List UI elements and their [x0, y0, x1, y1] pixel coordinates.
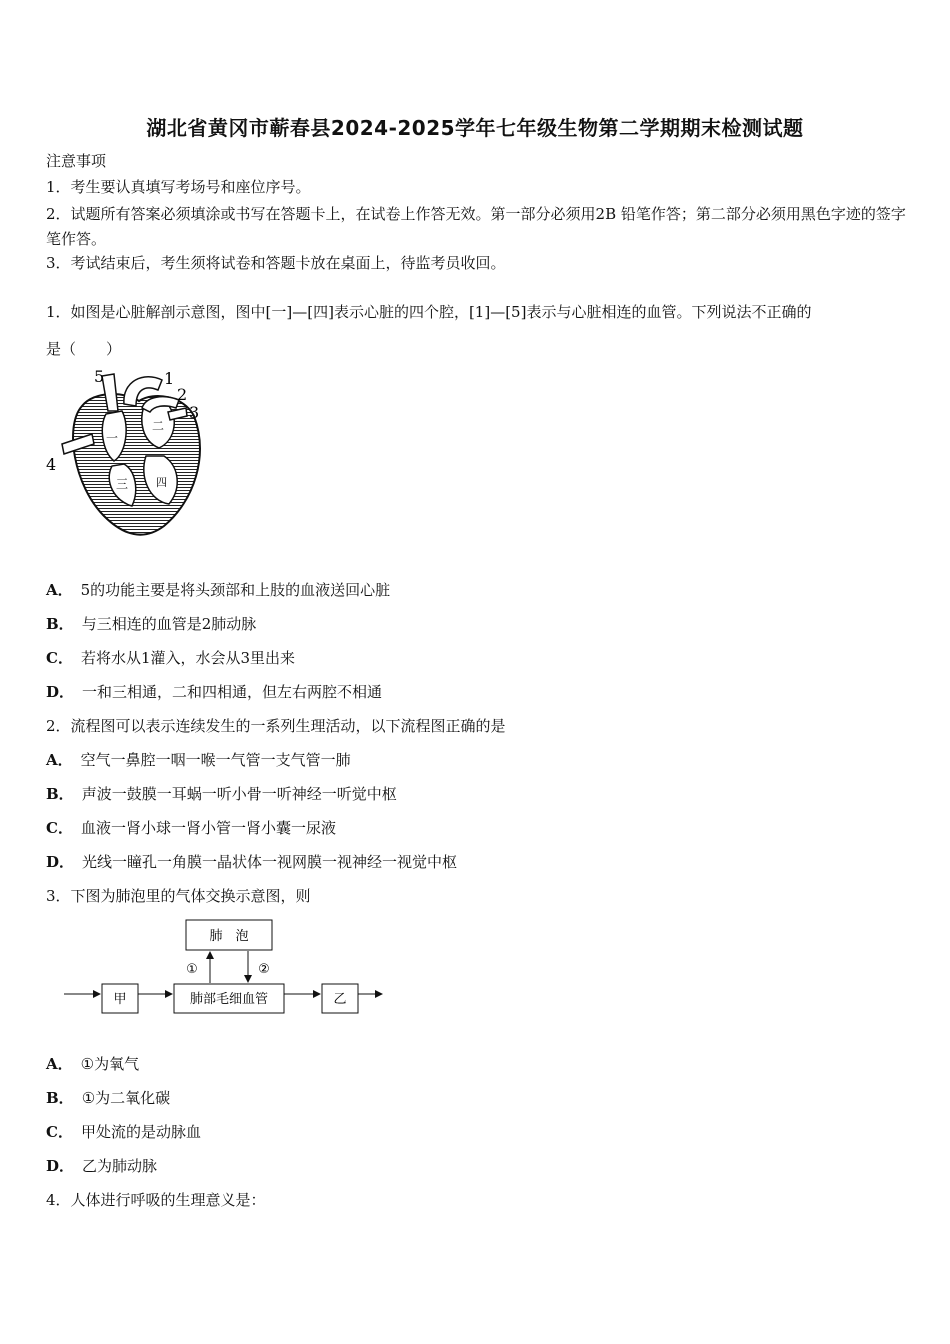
option-text: 光线一瞳孔一角膜一晶状体一视网膜一视神经一视觉中枢	[82, 853, 458, 871]
option-letter: A．	[46, 751, 73, 769]
alveolus-label: 肺 泡	[209, 929, 249, 944]
option-text: 与三相连的血管是2肺动脉	[81, 615, 257, 633]
q3-option-d	[46, 1156, 157, 1176]
q1-stem-line1: 1．如图是心脏解剖示意图，图中[一]—[四]表示心脏的四个腔，[1]—[5]表示与心脏相连的血管。下列说法不正确的	[46, 303, 812, 321]
label-2: 2	[177, 385, 188, 404]
q1-option-a	[46, 580, 390, 600]
q3-option-c	[46, 1122, 201, 1142]
q2-option-d	[46, 852, 457, 872]
gas-exchange-diagram	[58, 916, 398, 1026]
notice-item-1: 1．考生要认真填写考场号和座位序号。	[46, 178, 311, 196]
label-chamber-2: 二	[152, 419, 165, 433]
yi-label: 乙	[333, 992, 347, 1007]
option-text: 声波一鼓膜一耳蜗一听小骨一听神经一听觉中枢	[81, 785, 397, 803]
option-letter: B．	[46, 785, 74, 803]
heart-anatomy-figure	[44, 366, 214, 546]
capillary-label: 肺部毛细血管	[189, 992, 269, 1007]
q1-stem-line2: 是（ ）	[46, 340, 122, 358]
label-chamber-1: 一	[106, 431, 119, 445]
q4-stem: 4．人体进行呼吸的生理意义是：	[46, 1191, 266, 1209]
option-letter: D．	[46, 853, 75, 871]
option-letter: D．	[46, 1157, 75, 1175]
option-text: 甲处流的是动脉血	[80, 1123, 201, 1141]
label-chamber-3: 三	[116, 477, 129, 491]
option-letter: D．	[46, 683, 75, 701]
option-letter: C．	[46, 1123, 73, 1141]
option-text: ①为氧气	[80, 1055, 140, 1073]
option-text: 空气一鼻腔一咽一喉一气管一支气管一肺	[80, 751, 351, 769]
q1-option-c	[46, 648, 295, 668]
option-letter: C．	[46, 819, 73, 837]
notice-item-3: 3．考试结束后，考生须将试卷和答题卡放在桌面上，待监考员收回。	[46, 254, 506, 272]
option-text: 一和三相通，二和四相通，但左右两腔不相通	[82, 683, 383, 701]
page-title: 湖北省黄冈市蕲春县2024-2025学年七年级生物第二学期期末检测试题	[146, 116, 804, 140]
label-4: 4	[46, 455, 57, 474]
option-text: 5的功能主要是将头颈部和上肢的血液送回心脏	[80, 581, 391, 599]
label-chamber-4: 四	[156, 476, 167, 489]
arrow-2-label: ②	[258, 962, 270, 977]
q2-option-a	[46, 750, 351, 770]
notice-item-2: 2．试题所有答案必须填涂或书写在答题卡上，在试卷上作答无效。第一部分必须用2B 铅笔作答；第二部分必须用黑色字迹的签字笔作答。	[46, 205, 906, 248]
label-1: 1	[164, 369, 175, 388]
q2-option-b	[46, 784, 397, 804]
option-letter: C．	[46, 649, 73, 667]
arrow-1-label: ①	[186, 962, 198, 977]
q2-stem: 2．流程图可以表示连续发生的一系列生理活动，以下流程图正确的是	[46, 717, 506, 735]
q3-option-b	[46, 1088, 170, 1108]
label-3: 3	[189, 403, 200, 422]
option-letter: B．	[46, 1089, 74, 1107]
option-text: 血液一肾小球一肾小管一肾小囊一尿液	[80, 819, 336, 837]
jia-label: 甲	[113, 992, 127, 1007]
option-text: 若将水从1灌入，水会从3里出来	[80, 649, 296, 667]
option-text: ①为二氧化碳	[81, 1089, 171, 1107]
q1-option-d	[46, 682, 382, 702]
notice-heading: 注意事项	[46, 152, 107, 170]
label-5: 5	[94, 367, 105, 386]
option-letter: A．	[46, 1055, 73, 1073]
q3-stem: 3．下图为肺泡里的气体交换示意图，则	[46, 887, 311, 905]
q2-option-c	[46, 818, 336, 838]
q1-option-b	[46, 614, 256, 634]
option-letter: A．	[46, 581, 73, 599]
option-letter: B．	[46, 615, 74, 633]
option-text: 乙为肺动脉	[82, 1157, 158, 1175]
q3-option-a	[46, 1054, 139, 1074]
